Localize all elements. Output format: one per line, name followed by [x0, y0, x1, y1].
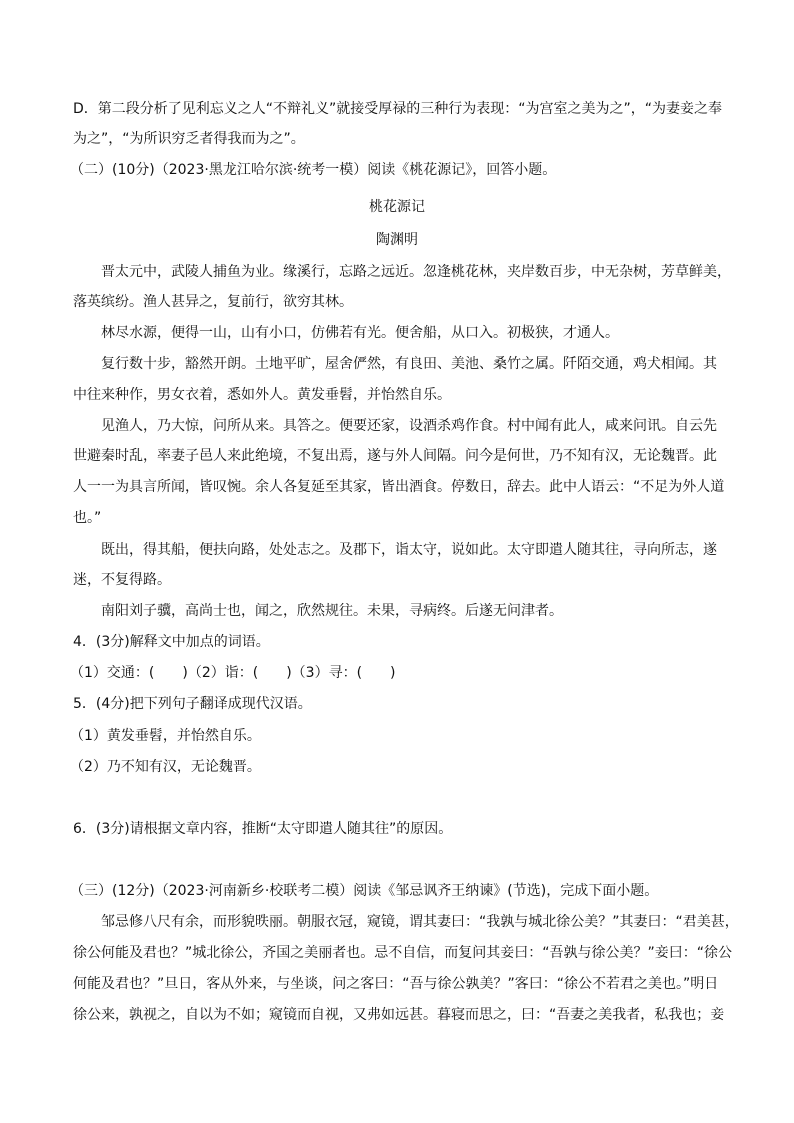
question-4: 4．(3分)解释文中加点的词语。 [73, 634, 270, 650]
paragraph-5-line-1: 既出，得其船，便扶向路，处处志之。及郡下，诣太守，说如此。太守即遣人随其往，寻向所志，遂 [101, 542, 717, 558]
question-6: 6．(3分)请根据文章内容，推断“太守即遣人随其往”的原因。 [73, 821, 453, 837]
paragraph-4-line-2: 世避秦时乱，率妻子邑人来此绝境，不复出焉，遂与外人间隔。问今是何世，乃不知有汉，无论魏晋。此 [73, 448, 717, 464]
paragraph-1-line-1: 晋太元中，武陵人捕鱼为业。缘溪行，忘路之远近。忽逢桃花林，夹岸数百步，中无杂树，芳草鲜美， [101, 264, 731, 280]
section-3-line-1: 邹忌修八尺有余，而形貌昳丽。朝服衣冠，窥镜，谓其妻曰：“我孰与城北徐公美？”其妻曰：“君美甚， [101, 914, 739, 930]
question-5-item-1: （1）黄发垂髫，并怡然自乐。 [70, 728, 261, 744]
paragraph-6-line-1: 南阳刘子骥，高尚士也，闻之，欣然规往。未果，寻病终。后遂无问津者。 [101, 603, 563, 619]
section-2-header: （二）(10分)（2023·黑龙江哈尔滨·统考一模）阅读《桃花源记》，回答小题。 [70, 162, 557, 178]
question-5-item-2: （2）乃不知有汉，无论魏晋。 [70, 759, 261, 775]
paragraph-3-line-1: 复行数十步，豁然开朗。土地平旷，屋舍俨然，有良田、美池、桑竹之属。阡陌交通，鸡犬相闻。其 [101, 356, 717, 372]
section-3-line-4: 徐公来，孰视之，自以为不如；窥镜而自视，又弗如远甚。暮寝而思之，曰：“吾妻之美我者，私我也；妾 [73, 1007, 725, 1023]
option-d-line-2: 为之”，“为所识穷乏者得我而为之”。 [73, 131, 305, 147]
section-3-line-2: 徐公何能及君也？”城北徐公，齐国之美丽者也。忌不自信，而复问其妾曰：“吾孰与徐公美？”妾曰：“徐公 [73, 945, 733, 961]
section-3-header: （三）(12分)（2023·河南新乡·校联考二模）阅读《邹忌讽齐王纳谏》(节选)，完成下面小题。 [70, 883, 659, 899]
paragraph-4-line-3: 人一一为具言所闻，皆叹惋。余人各复延至其家，皆出酒食。停数日，辞去。此中人语云：“不足为外人道 [73, 479, 725, 495]
paragraph-4-line-4: 也。” [73, 510, 102, 526]
paragraph-1-line-2: 落英缤纷。渔人甚异之，复前行，欲穷其林。 [73, 294, 353, 310]
passage-author: 陶渊明 [376, 232, 418, 248]
paragraph-5-line-2: 迷，不复得路。 [73, 572, 171, 588]
question-5: 5．(4分)把下列句子翻译成现代汉语。 [73, 696, 312, 712]
paragraph-2-line-1: 林尽水源，便得一山，山有小口，仿佛若有光。便舍船，从口入。初极狭，才通人。 [101, 325, 619, 341]
section-3-line-3: 何能及君也？”旦日，客从外来，与坐谈，问之客曰：“吾与徐公孰美？”客曰：“徐公不若君之美也。”明日 [73, 976, 719, 992]
paragraph-3-line-2: 中往来种作，男女衣着，悉如外人。黄发垂髫，并怡然自乐。 [73, 387, 451, 403]
paragraph-4-line-1: 见渔人，乃大惊，问所从来。具答之。便要还家，设酒杀鸡作食。村中闻有此人，咸来问讯。自云先 [101, 418, 717, 434]
passage-title: 桃花源记 [369, 199, 425, 215]
question-4-items: （1）交通：( )（2）诣：( )（3）寻：( ) [70, 665, 396, 681]
option-d-line-1: D．第二段分析了见利忘义之人“不辩礼义”就接受厚禄的三种行为表现：“为宫室之美为之”，“为妻妾之奉 [73, 101, 723, 117]
